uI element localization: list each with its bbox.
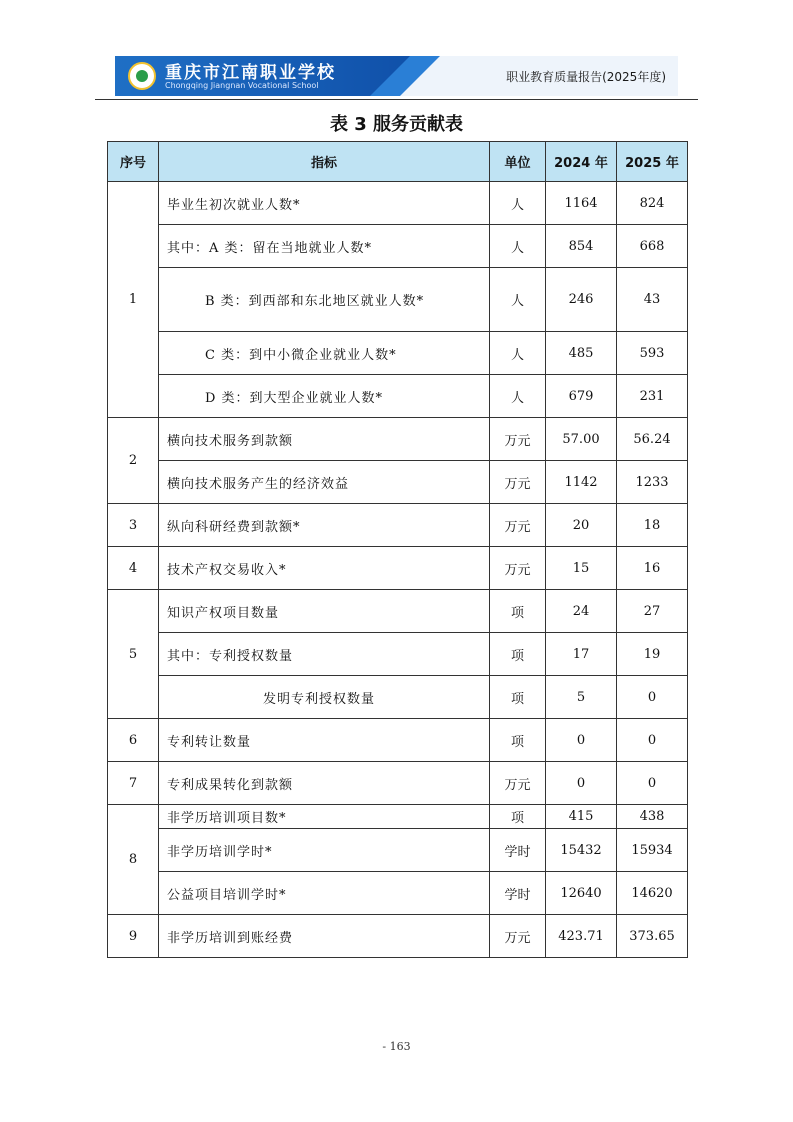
table-row: [108, 225, 688, 268]
value-2024-cell: 246: [546, 268, 617, 332]
table-row: [108, 182, 688, 225]
value-2025-cell: 56.24: [617, 418, 688, 461]
value-2025-cell: 438: [617, 805, 688, 829]
indicator-cell: 其中：专利授权数量: [159, 633, 490, 676]
school-name-cn: 重庆市江南职业学校: [165, 63, 336, 83]
value-2025-cell: 668: [617, 225, 688, 268]
unit-cell: 万元: [490, 418, 546, 461]
value-2024-cell: 679: [546, 375, 617, 418]
table-row: [108, 633, 688, 676]
indicator-cell: 发明专利授权数量: [159, 676, 490, 719]
unit-cell: 万元: [490, 504, 546, 547]
unit-cell: 项: [490, 719, 546, 762]
unit-cell: 项: [490, 633, 546, 676]
unit-cell: 人: [490, 375, 546, 418]
table-row: [108, 762, 688, 805]
value-2025-cell: 14620: [617, 872, 688, 915]
value-2025-cell: 15934: [617, 829, 688, 872]
value-2024-cell: 5: [546, 676, 617, 719]
school-logo-icon: [128, 62, 156, 90]
unit-cell: 万元: [490, 915, 546, 958]
value-2025-cell: 16: [617, 547, 688, 590]
value-2025-cell: 231: [617, 375, 688, 418]
header-divider: [95, 99, 698, 100]
school-name-en: Chongqing Jiangnan Vocational School: [165, 81, 319, 90]
table-row: [108, 461, 688, 504]
value-2024-cell: 1142: [546, 461, 617, 504]
value-2024-cell: 12640: [546, 872, 617, 915]
unit-cell: 人: [490, 332, 546, 375]
indicator-cell: D 类：到大型企业就业人数*: [159, 375, 490, 418]
row-group-no: 1: [108, 182, 159, 418]
value-2024-cell: 0: [546, 762, 617, 805]
unit-cell: 人: [490, 182, 546, 225]
row-group-no: 2: [108, 418, 159, 504]
indicator-cell: 专利成果转化到款额: [159, 762, 490, 805]
unit-cell: 人: [490, 268, 546, 332]
page-number: - 163: [382, 1040, 411, 1053]
value-2025-cell: 0: [617, 719, 688, 762]
value-2024-cell: 415: [546, 805, 617, 829]
indicator-cell: 非学历培训项目数*: [159, 805, 490, 829]
table-header-row: [108, 142, 688, 182]
value-2024-cell: 854: [546, 225, 617, 268]
indicator-cell: 非学历培训到账经费: [159, 915, 490, 958]
value-2024-cell: 17: [546, 633, 617, 676]
table-row: [108, 504, 688, 547]
col-header-unit: 单位: [490, 142, 546, 182]
table-title: 表 3 服务贡献表: [329, 114, 464, 135]
unit-cell: 项: [490, 805, 546, 829]
table-row: [108, 872, 688, 915]
unit-cell: 人: [490, 225, 546, 268]
table-row: [108, 268, 688, 332]
unit-cell: 万元: [490, 547, 546, 590]
indicator-cell: C 类：到中小微企业就业人数*: [159, 332, 490, 375]
row-group-no: 8: [108, 805, 159, 915]
indicator-cell: 公益项目培训学时*: [159, 872, 490, 915]
table-row: [108, 332, 688, 375]
indicator-cell: 纵向科研经费到款额*: [159, 504, 490, 547]
service-contribution-table: [107, 141, 688, 958]
table-row: [108, 590, 688, 633]
value-2024-cell: 0: [546, 719, 617, 762]
value-2025-cell: 19: [617, 633, 688, 676]
row-group-no: 5: [108, 590, 159, 719]
value-2024-cell: 485: [546, 332, 617, 375]
table-row: [108, 805, 688, 829]
value-2024-cell: 15: [546, 547, 617, 590]
unit-cell: 项: [490, 676, 546, 719]
unit-cell: 万元: [490, 762, 546, 805]
value-2025-cell: 18: [617, 504, 688, 547]
row-group-no: 6: [108, 719, 159, 762]
indicator-cell: 横向技术服务到款额: [159, 418, 490, 461]
report-title: 职业教育质量报告(2025年度): [506, 70, 666, 84]
row-group-no: 9: [108, 915, 159, 958]
table-row: [108, 719, 688, 762]
value-2024-cell: 15432: [546, 829, 617, 872]
col-header-indicator: 指标: [159, 142, 490, 182]
unit-cell: 学时: [490, 829, 546, 872]
page-header: [115, 56, 678, 96]
col-header-2025: 2025 年: [617, 142, 688, 182]
table-row: [108, 829, 688, 872]
indicator-cell: 横向技术服务产生的经济效益: [159, 461, 490, 504]
col-header-no: 序号: [108, 142, 159, 182]
table-row: [108, 547, 688, 590]
row-group-no: 3: [108, 504, 159, 547]
unit-cell: 万元: [490, 461, 546, 504]
indicator-cell: 知识产权项目数量: [159, 590, 490, 633]
value-2024-cell: 24: [546, 590, 617, 633]
table-row: [108, 418, 688, 461]
indicator-cell: 专利转让数量: [159, 719, 490, 762]
value-2024-cell: 423.71: [546, 915, 617, 958]
value-2024-cell: 20: [546, 504, 617, 547]
value-2025-cell: 0: [617, 762, 688, 805]
value-2025-cell: 27: [617, 590, 688, 633]
table-row: [108, 375, 688, 418]
unit-cell: 学时: [490, 872, 546, 915]
row-group-no: 7: [108, 762, 159, 805]
indicator-cell: 其中：A 类：留在当地就业人数*: [159, 225, 490, 268]
value-2024-cell: 1164: [546, 182, 617, 225]
indicator-cell: B 类：到西部和东北地区就业人数*: [159, 268, 490, 332]
value-2024-cell: 57.00: [546, 418, 617, 461]
row-group-no: 4: [108, 547, 159, 590]
value-2025-cell: 43: [617, 268, 688, 332]
value-2025-cell: 593: [617, 332, 688, 375]
indicator-cell: 非学历培训学时*: [159, 829, 490, 872]
value-2025-cell: 0: [617, 676, 688, 719]
table-row: [108, 676, 688, 719]
unit-cell: 项: [490, 590, 546, 633]
indicator-cell: 毕业生初次就业人数*: [159, 182, 490, 225]
table-row: [108, 915, 688, 958]
value-2025-cell: 1233: [617, 461, 688, 504]
value-2025-cell: 373.65: [617, 915, 688, 958]
col-header-2024: 2024 年: [546, 142, 617, 182]
value-2025-cell: 824: [617, 182, 688, 225]
indicator-cell: 技术产权交易收入*: [159, 547, 490, 590]
